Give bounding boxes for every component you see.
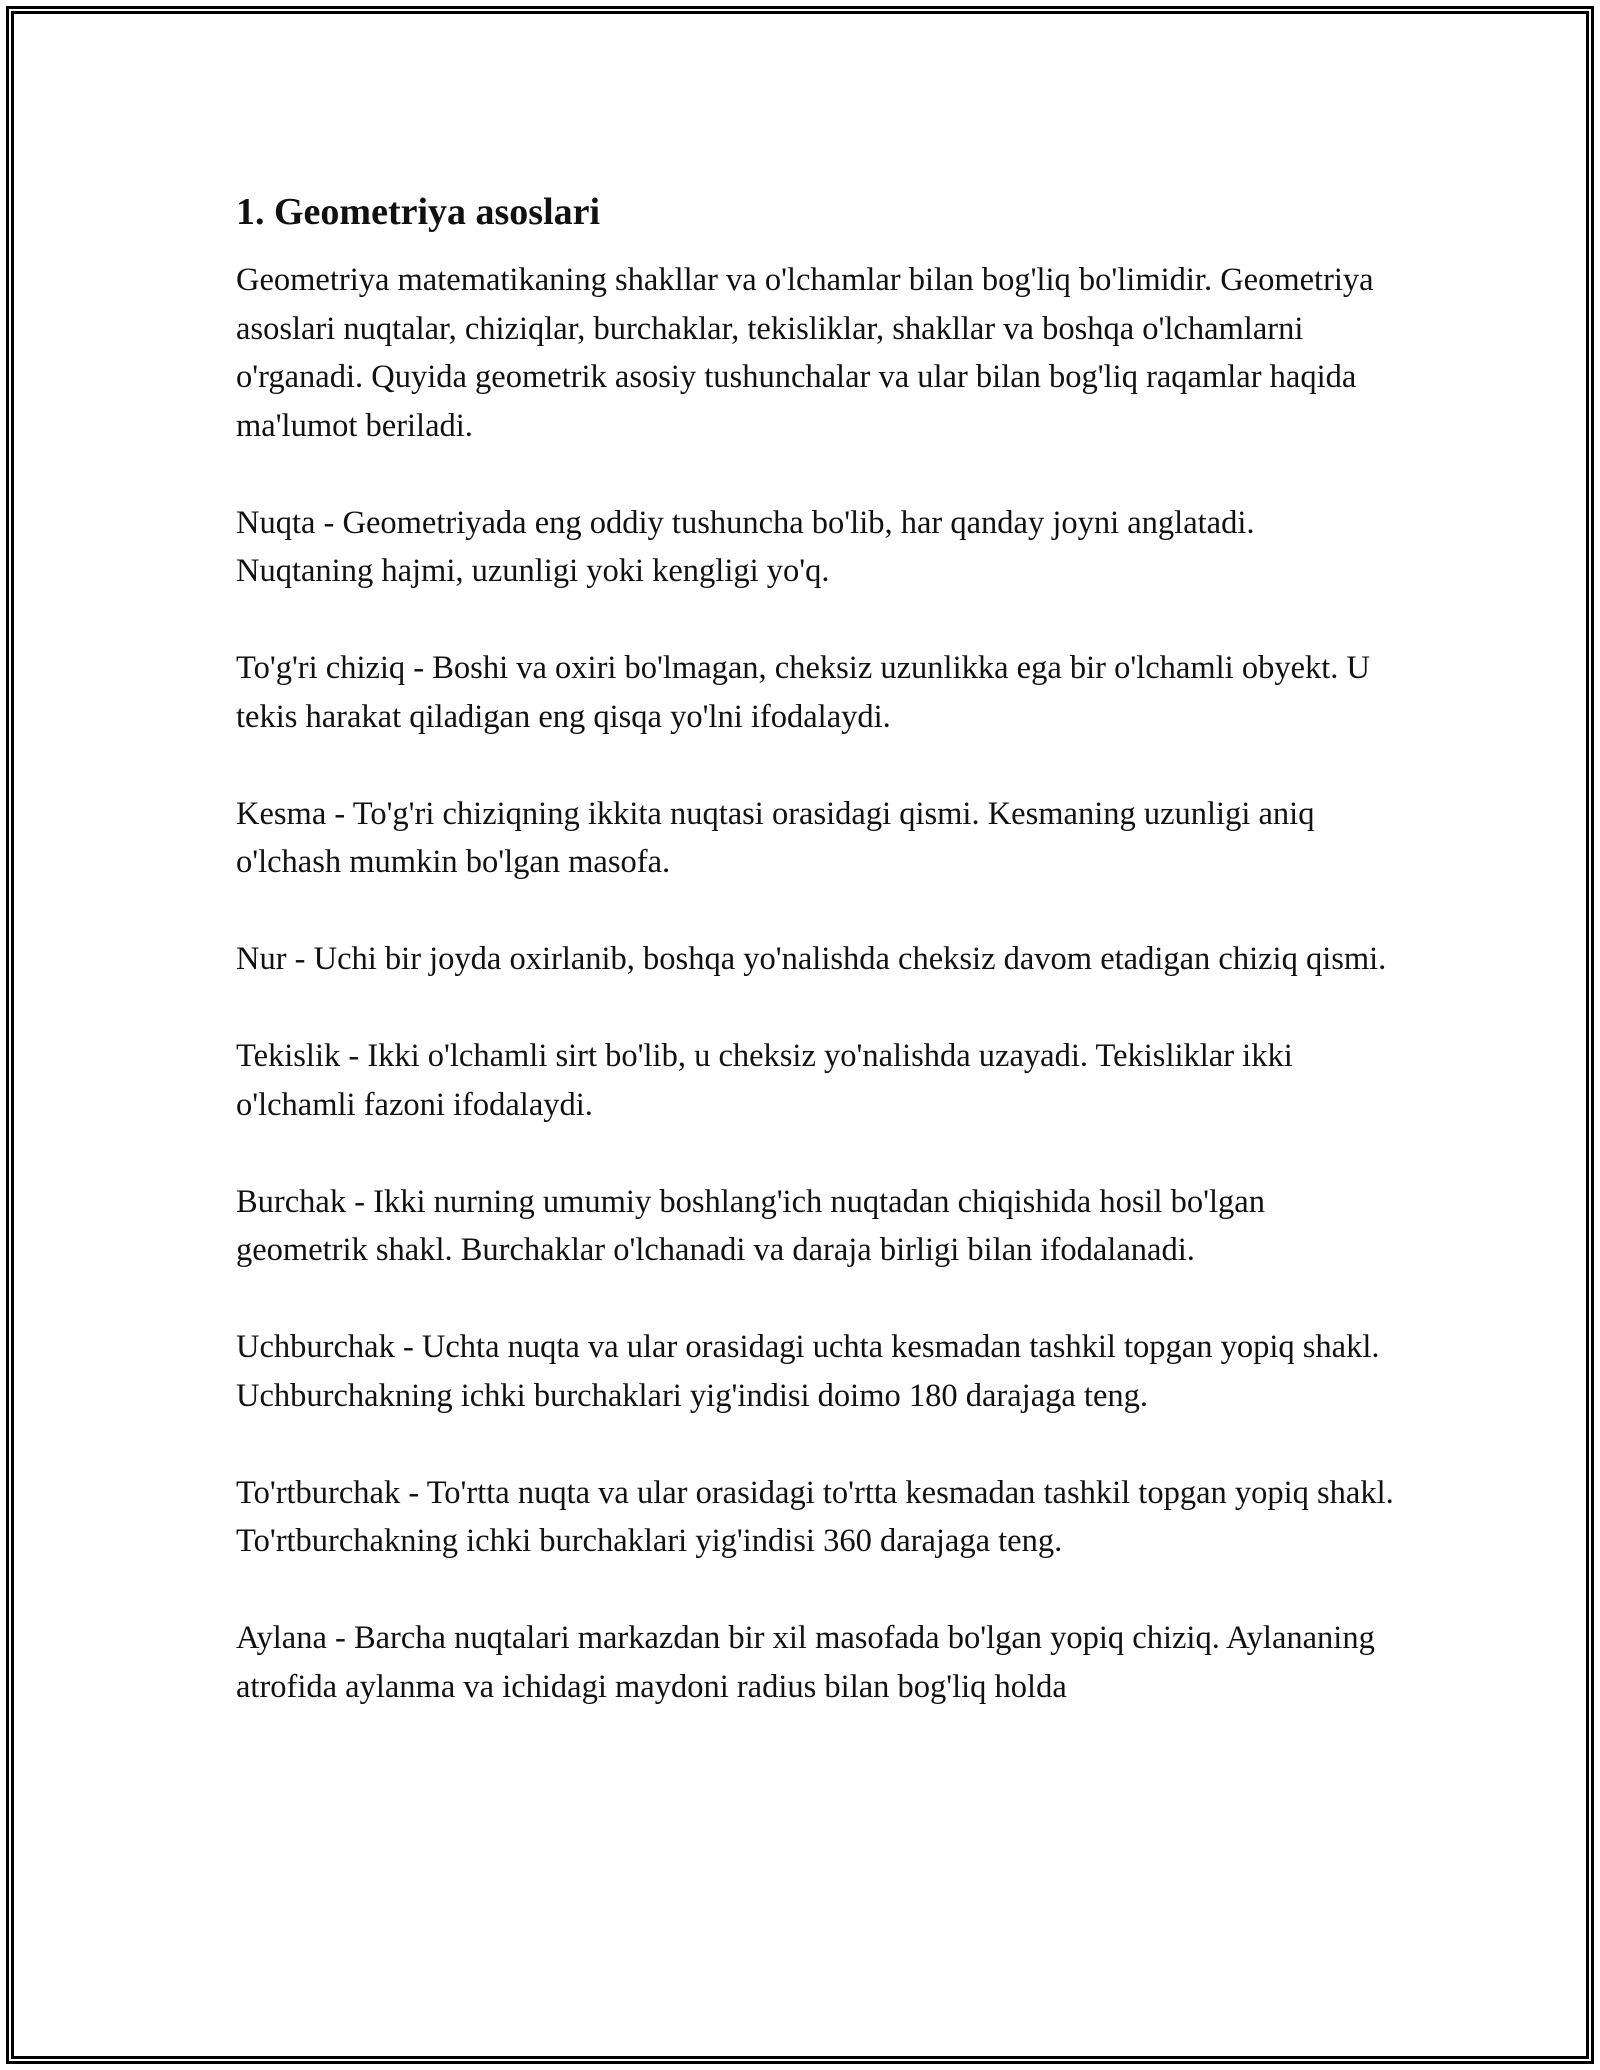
paragraph-burchak: Burchak - Ikki nurning umumiy boshlang'ich nuqtadan chiqishida hosil bo'lgan geometrik shakl. Burchaklar o'lchanadi va daraja birligi bilan ifodalanadi.: [236, 1183, 1265, 1268]
section-title: 1. Geometriya asoslari: [236, 191, 601, 233]
paragraph-uchburchak: Uchburchak - Uchta nuqta va ular orasidagi uchta kesmadan tashkil topgan yopiq shakl. Uchburchakning ichki burchaklari yig'indisi doimo 180 darajaga teng.: [236, 1329, 1380, 1414]
paragraph-nur: Nur - Uchi bir joyda oxirlanib, boshqa yo'nalishda cheksiz davom etadigan chiziq qismi.: [236, 941, 1387, 977]
paragraph-intro: Geometriya matematikaning shakllar va o'lchamlar bilan bog'liq bo'limidir. Geometriya asoslari nuqtalar, chiziqlar, burchaklar, tekisliklar, shakllar va boshqa o'lchamlarni o'rganadi. Quyida geometrik asosiy tushunchalar va ular bilan bog'liq raqamlar haqida ma'lumot beriladi.: [236, 262, 1374, 444]
paragraph-tortburchak: To'rtburchak - To'rtta nuqta va ular orasidagi to'rtta kesmadan tashkil topgan yopiq shakl. To'rtburchakning ichki burchaklari yig'indisi 360 darajaga teng.: [236, 1474, 1394, 1559]
document-body: [236, 186, 1396, 1760]
paragraph-tekislik: Tekislik - Ikki o'lchamli sirt bo'lib, u cheksiz yo'nalishda uzayadi. Tekisliklar ikki o'lchamli fazoni ifodalaydi.: [236, 1038, 1293, 1123]
paragraph-nuqta: Nuqta - Geometriyada eng oddiy tushuncha bo'lib, har qanday joyni anglatadi. Nuqtaning hajmi, uzunligi yoki kengligi yo'q.: [236, 504, 1255, 589]
paragraph-aylana: Aylana - Barcha nuqtalari markazdan bir xil masofada bo'lgan yopiq chiziq. Aylananing atrofida aylanma va ichidagi maydoni radius bilan bog'liq holda: [236, 1620, 1375, 1705]
paragraph-togri-chiziq: To'g'ri chiziq - Boshi va oxiri bo'lmagan, cheksiz uzunlikka ega bir o'lchamli obyekt. U tekis harakat qiladigan eng qisqa yo'lni ifodalaydi.: [236, 650, 1370, 735]
paragraph-kesma: Kesma - To'g'ri chiziqning ikkita nuqtasi orasidagi qismi. Kesmaning uzunligi aniq o'lchash mumkin bo'lgan masofa.: [236, 795, 1315, 880]
